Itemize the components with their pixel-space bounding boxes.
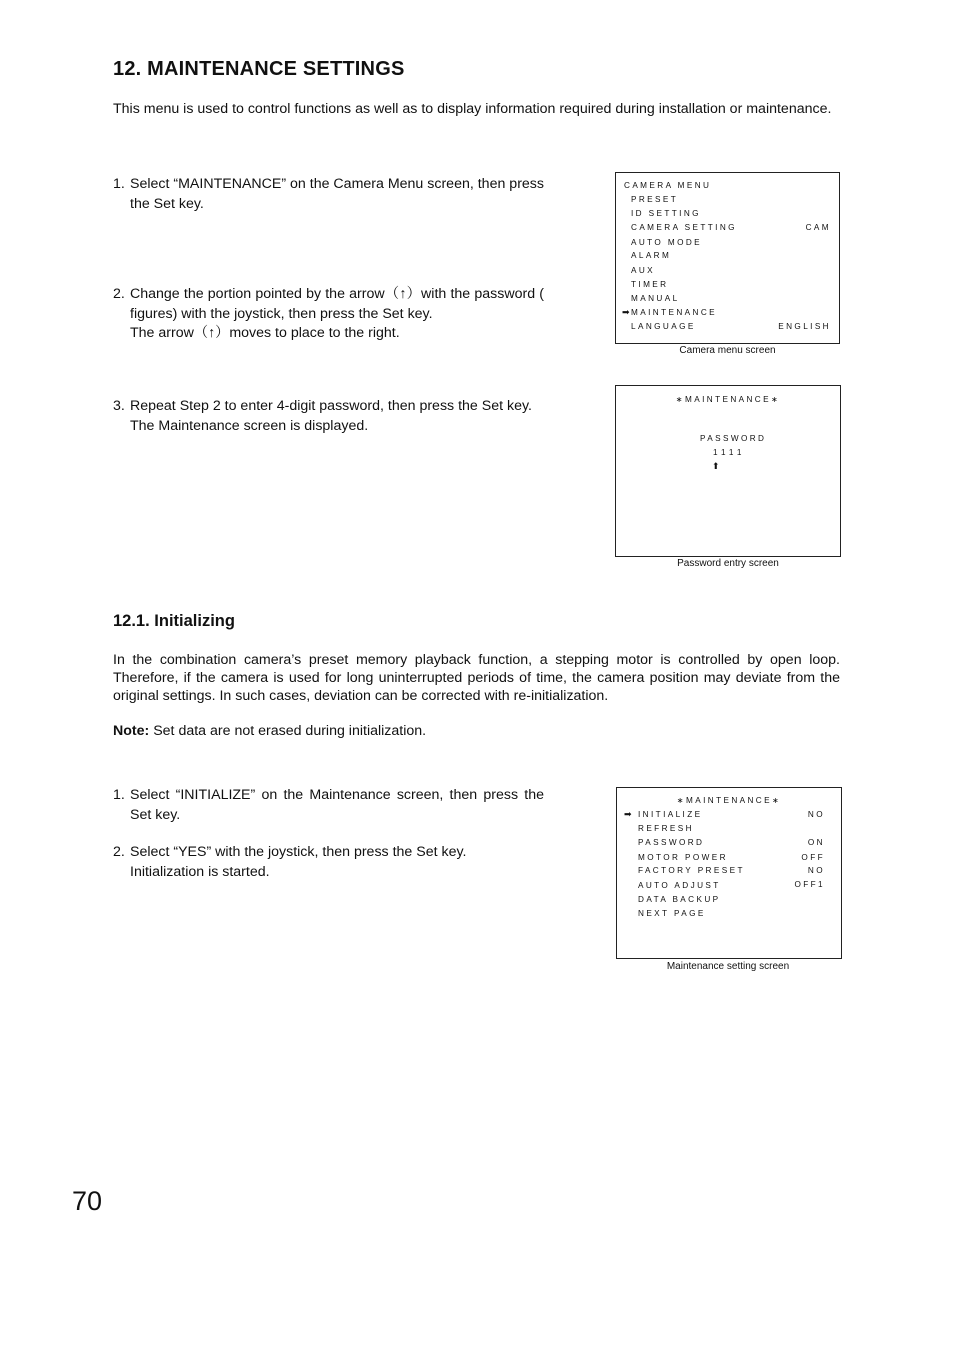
step-1	[113, 175, 544, 214]
camera-menu-caption: Camera menu screen	[679, 345, 776, 356]
menu-item-alarm: ALARM	[631, 251, 672, 260]
menu-value-camera-setting: CAM	[805, 223, 831, 232]
init-paragraph: In the combination camera’s preset memory playback function, a stepping motor is controlled by open loop. Therefore, if the camera is used for long uninterrupted periods of time, the camera position may deviate from the original settings. In such cases, deviation can be corrected with re-initialization.	[113, 652, 840, 704]
password-entry-caption: Password entry screen	[677, 558, 779, 569]
maint-value-password: ON	[807, 838, 825, 847]
page-number: 70	[72, 1186, 103, 1216]
camera-menu-screen	[615, 172, 840, 344]
step-number: 2.	[113, 286, 125, 302]
maint-item-refresh: REFRESH	[638, 824, 694, 833]
page-title: 12. MAINTENANCE SETTINGS	[113, 58, 405, 80]
password-value: 1111	[713, 448, 746, 457]
menu-item-id-setting: ID SETTING	[631, 209, 701, 218]
intro-paragraph: This menu is used to control functions as well as to display information required during installation or maintenance.	[113, 101, 832, 117]
maintenance-screen-caption: Maintenance setting screen	[666, 961, 790, 972]
camera-menu-title: CAMERA MENU	[624, 181, 712, 190]
menu-item-maintenance: MAINTENANCE	[631, 308, 717, 317]
maintenance-screen-title: ∗MAINTENANCE∗	[676, 796, 782, 805]
step-text: Select “YES” with the joystick, then press the Set key.	[130, 844, 467, 860]
step-number: 1.	[113, 176, 125, 192]
maint-value-initialize: NO	[807, 810, 825, 819]
maint-item-motor-power: MOTOR POWER	[638, 853, 728, 862]
password-label: PASSWORD	[700, 434, 767, 443]
maint-item-auto-adjust: AUTO ADJUST	[638, 881, 721, 890]
step-number: 1.	[113, 787, 125, 803]
maintenance-setting-screen	[616, 787, 842, 959]
maint-item-next-page: NEXT PAGE	[638, 909, 706, 918]
maint-value-factory-preset: NO	[807, 866, 825, 875]
menu-item-camera-setting: CAMERA SETTING	[631, 223, 737, 232]
password-screen-title: ∗MAINTENANCE∗	[675, 395, 781, 404]
menu-item-aux: AUX	[631, 266, 656, 275]
note	[113, 722, 840, 740]
init-step-2	[113, 843, 544, 882]
up-arrow-icon: ⬆	[712, 461, 720, 471]
selection-arrow-icon: ➡	[624, 809, 632, 819]
password-entry-screen	[615, 385, 841, 557]
maint-item-factory-preset: FACTORY PRESET	[638, 866, 745, 875]
maint-item-initialize: INITIALIZE	[638, 810, 703, 819]
menu-item-auto-mode: AUTO MODE	[631, 238, 703, 247]
step-text: Select “INITIALIZE” on the Maintenance screen, then press the Set key.	[130, 787, 544, 823]
step-2	[113, 285, 544, 344]
maint-value-motor-power: OFF	[801, 853, 825, 862]
init-step-1	[113, 786, 544, 825]
note-label: Note:	[113, 723, 150, 739]
menu-item-preset: PRESET	[631, 195, 679, 204]
menu-item-language: LANGUAGE	[631, 322, 696, 331]
step-text: Initialization is started.	[130, 863, 270, 880]
maint-item-data-backup: DATA BACKUP	[638, 895, 721, 904]
menu-value-language: ENGLISH	[778, 322, 831, 331]
step-text: The Maintenance screen is displayed.	[130, 417, 369, 434]
maint-item-password: PASSWORD	[638, 838, 705, 847]
maint-value-auto-adjust: OFF1	[794, 880, 825, 889]
menu-item-manual: MANUAL	[631, 294, 680, 303]
section-heading: 12.1. Initializing	[113, 612, 235, 630]
step-text: The arrow（↑）moves to place to the right.	[130, 325, 400, 341]
step-3	[113, 397, 544, 436]
note-text: Set data are not erased during initialization.	[149, 723, 427, 739]
step-text: Select “MAINTENANCE” on the Camera Menu screen, then press the Set key.	[130, 176, 544, 212]
step-text: Change the portion pointed by the arrow（↑）with the password ( figures) with the joystick, then press the Set key.	[130, 286, 544, 322]
step-number: 2.	[113, 844, 125, 860]
step-number: 3.	[113, 398, 125, 414]
selection-arrow-icon: ➡	[622, 307, 630, 317]
step-text: Repeat Step 2 to enter 4-digit password, then press the Set key.	[130, 398, 532, 414]
menu-item-timer: TIMER	[631, 280, 669, 289]
